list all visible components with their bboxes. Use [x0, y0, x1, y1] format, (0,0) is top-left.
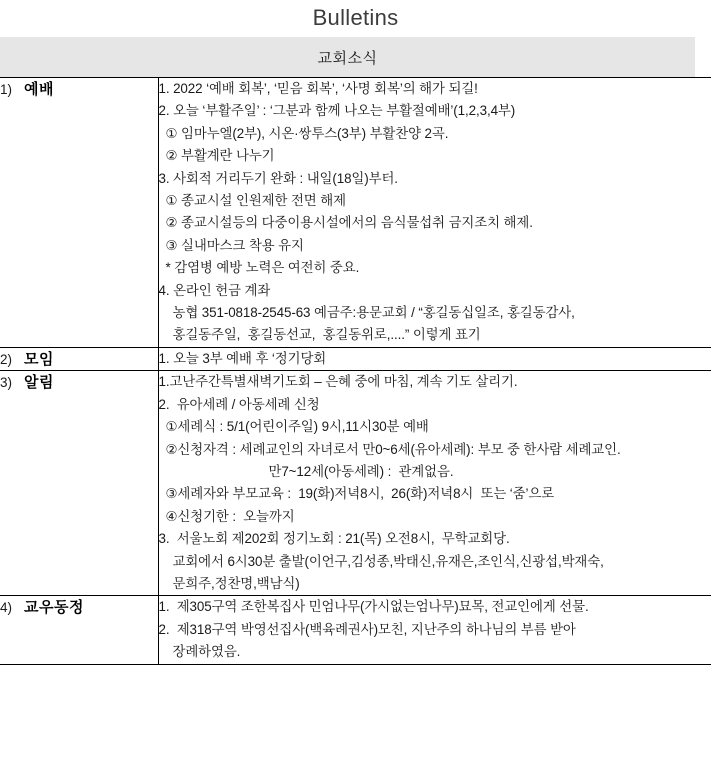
content-line: 농협 351-0818-2545-63 예금주:용문교회 / “홍길동십일조, 홍길동감사,	[172, 305, 575, 321]
content-line: 장례하였음.	[172, 644, 241, 660]
content-line: ② 종교시설등의 다중이용시설에서의 음식물섭취 금지조치 해제.	[165, 215, 533, 231]
content-line: 만7~12세(아동세례) : 관계없음.	[268, 463, 454, 479]
row-label-cell-모임	[0, 347, 158, 370]
row-label-wrap	[0, 596, 158, 617]
row-label-cell-예배	[0, 78, 158, 348]
table-row	[0, 596, 711, 664]
content-line: ① 임마누엘(2부), 시온·쌍투스(3부) 부활찬양 2곡.	[165, 125, 449, 141]
row-label-wrap	[0, 78, 158, 99]
content-line: 4. 온라인 헌금 계좌	[158, 282, 271, 298]
content-line: 3. 사회적 거리두기 완화 : 내일(18일)부터.	[158, 170, 398, 186]
content-line: ①세례식 : 5/1(어린이주일) 9시,11시30분 예배	[165, 419, 429, 435]
content-line: 2. 오늘 ‘부활주일’ : ‘그분과 함께 나오는 부활절예배’(1,2,3,4부)	[158, 103, 516, 119]
row-label-number: 3)	[0, 375, 13, 391]
row-label-number: 2)	[0, 351, 13, 367]
content-line: 1.고난주간특별새벽기도회 – 은혜 중에 마침, 계속 기도 살리기.	[158, 374, 518, 390]
row-content-cell-모임	[158, 347, 711, 370]
content-line: 교회에서 6시30분 출발(이언구,김성종,박태신,유재은,조인식,신광섭,박재숙,	[172, 553, 604, 569]
bulletin-table	[0, 77, 711, 665]
row-label-cell-알림	[0, 371, 158, 596]
content-line: * 감염병 예방 노력은 여전히 중요.	[165, 260, 360, 276]
bulletin-table-body	[0, 78, 711, 665]
content-line: ③세례자와 부모교육 : 19(화)저녁8시, 26(화)저녁8시 또는 ‘줌’으로	[165, 486, 555, 502]
content-line: ① 종교시설 인원제한 전면 해제	[165, 193, 346, 209]
row-label-cell-교우동정	[0, 596, 158, 664]
content-line: ③ 실내마스크 착용 유지	[165, 237, 304, 253]
page-title: Bulletins	[312, 5, 399, 30]
row-label-name: 알림	[24, 374, 54, 392]
content-line: ④신청기한 : 오늘까지	[165, 508, 295, 524]
row-label-name: 예배	[24, 81, 54, 98]
row-content-cell-알림	[158, 371, 711, 596]
table-row	[0, 371, 711, 596]
content-line: ②신청자격 : 세례교인의 자녀로서 만0~6세(유아세례): 부모 중 한사람 세례교인.	[165, 441, 621, 457]
row-label-name: 모임	[24, 350, 54, 368]
content-line: 2. 유아세례 / 아동세례 신청	[158, 396, 320, 412]
row-label-wrap	[0, 348, 158, 369]
table-row	[0, 78, 711, 348]
content-line: ② 부활계란 나누기	[165, 148, 275, 164]
row-content-cell-교우동정	[158, 596, 711, 664]
row-label-number: 1)	[0, 82, 13, 97]
content-line: 문희주,정찬명,백남식)	[172, 575, 300, 591]
row-content-cell-예배	[158, 78, 711, 348]
content-line: 1. 오늘 3부 예배 후 ‘정기당회	[158, 350, 327, 366]
row-label-wrap	[0, 371, 158, 392]
row-label-number: 4)	[0, 600, 13, 616]
content-line: 3. 서울노회 제202회 정기노회 : 21(목) 오전8시, 무학교회당.	[158, 531, 510, 547]
content-line: 1. 제305구역 조한복집사 민엄나무(가시없는엄나무)묘목, 전교인에게 선물.	[158, 599, 589, 615]
content-line: 홍길동주일, 홍길동선교, 홍길동위로,....” 이렇게 표기	[172, 327, 481, 343]
row-label-name: 교우동정	[24, 599, 84, 617]
table-row	[0, 347, 711, 370]
content-line: 2. 제318구역 박영선집사(백육례권사)모친, 지난주의 하나님의 부름 받아	[158, 621, 576, 637]
section-header-band	[0, 37, 695, 77]
content-line: 1. 2022 ‘예배 회복’, ‘믿음 회복’, ‘사명 회복’의 해가 되길!	[158, 81, 478, 96]
section-header-label: 교회소식	[317, 49, 378, 67]
